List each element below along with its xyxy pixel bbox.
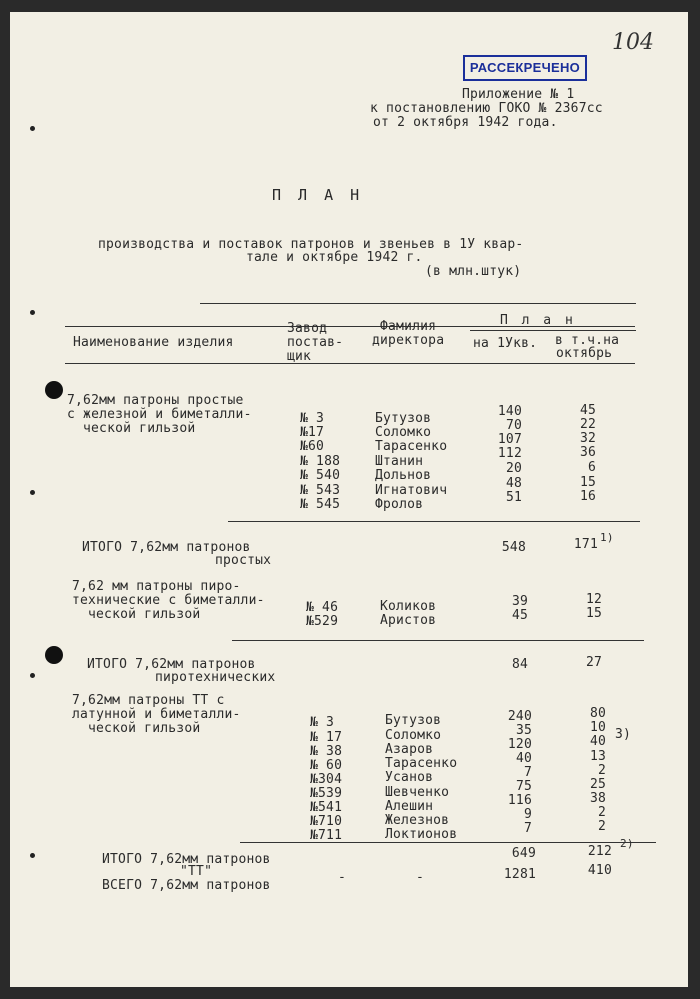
oct-cell: 12 — [585, 592, 602, 607]
section-1-total-label: ИТОГО 7,62мм патронов — [82, 540, 251, 555]
director-cell: Соломко — [375, 425, 432, 440]
plant-cell: № 38 — [310, 744, 343, 759]
q4-cell: 7 — [523, 765, 532, 780]
oct-cell: 15 — [579, 475, 596, 490]
subtotal-rule — [240, 842, 656, 843]
plant-cell: №541 — [310, 800, 343, 815]
plant-cell: №529 — [306, 614, 339, 629]
section-1-total-oct: 171 — [573, 537, 598, 552]
subtotal-rule — [228, 521, 640, 522]
binder-mark — [30, 126, 35, 131]
director-cell: Железнов — [385, 813, 450, 828]
oct-cell: 25 — [589, 777, 606, 792]
section-2-name: 7,62 мм патроны пиро- — [72, 579, 241, 594]
subtitle-line-1: производства и поставок патронов и звеньев в 1У квар- — [98, 237, 524, 252]
oct-cell: 22 — [579, 417, 596, 432]
plant-cell: №60 — [300, 439, 325, 454]
oct-cell: 80 — [589, 706, 606, 721]
director-cell: Штанин — [375, 454, 424, 469]
q4-cell: 40 — [515, 751, 532, 766]
oct-cell: 36 — [579, 445, 596, 460]
q4-cell: 51 — [505, 490, 522, 505]
section-2-total-oct: 27 — [585, 655, 602, 670]
oct-cell: 2 — [597, 819, 606, 834]
section-2-name: ческой гильзой — [88, 607, 201, 622]
footnote-ref: 2) — [620, 837, 634, 850]
director-cell: Усанов — [385, 770, 434, 785]
director-cell: Коликов — [380, 599, 437, 614]
section-3-total-label: "ТТ" — [180, 864, 213, 879]
oct-cell: 32 — [579, 431, 596, 446]
section-1-total-q4: 548 — [501, 540, 526, 555]
oct-cell: 15 — [585, 606, 602, 621]
plant-cell: № 188 — [300, 454, 341, 469]
grand-total-q4: 1281 — [503, 867, 536, 882]
punch-hole — [45, 381, 63, 399]
section-1-name: с железной и биметалли- — [67, 407, 252, 422]
oct-cell: 2 — [597, 805, 606, 820]
section-2-total-label: ИТОГО 7,62мм патронов — [87, 657, 256, 672]
col-plan-header: П л а н — [500, 313, 576, 328]
plan-underline — [470, 330, 636, 331]
director-cell: Соломко — [385, 728, 442, 743]
director-cell: Дольнов — [375, 468, 432, 483]
col-name-header: Наименование изделия — [73, 335, 234, 350]
q4-cell: 120 — [507, 737, 532, 752]
section-1-name: 7,62мм патроны простые — [67, 393, 244, 408]
section-note-ref: 3) — [615, 727, 632, 742]
col-director-header-2: директора — [372, 333, 445, 348]
plant-cell: № 3 — [310, 715, 335, 730]
q4-cell: 39 — [511, 594, 528, 609]
decree-line: к постановлению ГОКО № 2367сс — [370, 101, 603, 116]
units-note: (в млн.штук) — [425, 264, 522, 279]
binder-mark — [30, 490, 35, 495]
appendix-line: Приложение № 1 — [462, 87, 575, 102]
director-cell: Фролов — [375, 497, 424, 512]
oct-cell: 13 — [589, 749, 606, 764]
grand-total-plant: - — [338, 870, 347, 885]
oct-cell: 38 — [589, 791, 606, 806]
q4-cell: 112 — [497, 446, 522, 461]
date-line: от 2 октября 1942 года. — [373, 115, 558, 130]
director-cell: Тарасенко — [385, 756, 458, 771]
header-top-rule — [200, 303, 636, 304]
q4-cell: 75 — [515, 779, 532, 794]
section-3-total-q4: 649 — [511, 846, 536, 861]
plant-cell: №710 — [310, 814, 343, 829]
director-cell: Аристов — [380, 613, 437, 628]
section-3-name: ческой гильзой — [88, 721, 201, 736]
director-cell: Тарасенко — [375, 439, 448, 454]
plant-cell: № 545 — [300, 497, 341, 512]
binder-mark — [30, 310, 35, 315]
col-plant-header-3: щик — [287, 349, 312, 364]
declassified-stamp: РАССЕКРЕЧЕНО — [463, 55, 587, 81]
col-director-header-1: Фамилия — [380, 319, 437, 334]
oct-cell: 45 — [579, 403, 596, 418]
director-cell: Бутузов — [385, 713, 442, 728]
q4-cell: 140 — [497, 404, 522, 419]
col-plant-header-1: Завод — [287, 321, 328, 336]
grand-total-director: - — [416, 870, 425, 885]
oct-cell: 16 — [579, 489, 596, 504]
plant-cell: №304 — [310, 772, 343, 787]
director-cell: Локтионов — [385, 827, 458, 842]
director-cell: Алешин — [385, 799, 434, 814]
plant-cell: №17 — [300, 425, 325, 440]
director-cell: Игнатович — [375, 483, 448, 498]
page-number: 104 — [612, 30, 654, 55]
header-bottom-rule — [65, 363, 635, 364]
plant-cell: № 60 — [310, 758, 343, 773]
binder-mark — [30, 673, 35, 678]
plant-cell: № 540 — [300, 468, 341, 483]
q4-cell: 48 — [505, 476, 522, 491]
q4-cell: 107 — [497, 432, 522, 447]
oct-cell: 40 — [589, 734, 606, 749]
col-oct-header-2: октябрь — [556, 346, 613, 361]
col-oct-header-1: в т.ч.на — [555, 333, 620, 348]
section-3-total-label: ИТОГО 7,62мм патронов — [102, 852, 271, 867]
binder-mark — [30, 853, 35, 858]
q4-cell: 45 — [511, 608, 528, 623]
col-q4-header: на 1Укв. — [473, 336, 538, 351]
q4-cell: 35 — [515, 723, 532, 738]
plant-cell: №539 — [310, 786, 343, 801]
section-3-name: 7,62мм патроны ТТ с — [72, 693, 225, 708]
q4-cell: 240 — [507, 709, 532, 724]
oct-cell: 10 — [589, 720, 606, 735]
plant-cell: № 543 — [300, 483, 341, 498]
oct-cell: 2 — [597, 763, 606, 778]
plant-cell: № 17 — [310, 730, 343, 745]
section-1-total-label: простых — [215, 553, 272, 568]
section-3-name: латунной и биметалли- — [72, 707, 241, 722]
q4-cell: 9 — [523, 807, 532, 822]
section-2-total-q4: 84 — [511, 657, 528, 672]
punch-hole — [45, 646, 63, 664]
subtitle-line-2: тале и октябре 1942 г. — [246, 250, 423, 265]
subtotal-rule — [232, 640, 644, 641]
q4-cell: 70 — [505, 418, 522, 433]
section-2-total-label: пиротехнических — [155, 670, 276, 685]
plant-cell: № 3 — [300, 411, 325, 426]
director-cell: Шевченко — [385, 785, 450, 800]
section-2-name: технические с биметалли- — [72, 593, 265, 608]
section-1-name: ческой гильзой — [83, 421, 196, 436]
oct-cell: 6 — [587, 460, 596, 475]
q4-cell: 7 — [523, 821, 532, 836]
director-cell: Азаров — [385, 742, 434, 757]
q4-cell: 116 — [507, 793, 532, 808]
director-cell: Бутузов — [375, 411, 432, 426]
footnote-ref: 1) — [600, 531, 614, 544]
section-3-total-oct: 212 — [587, 844, 612, 859]
document-title: П Л А Н — [272, 186, 364, 204]
grand-total-oct: 410 — [587, 863, 612, 878]
q4-cell: 20 — [505, 461, 522, 476]
plant-cell: № 46 — [306, 600, 339, 615]
grand-total-label: ВСЕГО 7,62мм патронов — [102, 878, 271, 893]
plant-cell: №711 — [310, 828, 343, 843]
col-plant-header-2: постав- — [287, 335, 344, 350]
